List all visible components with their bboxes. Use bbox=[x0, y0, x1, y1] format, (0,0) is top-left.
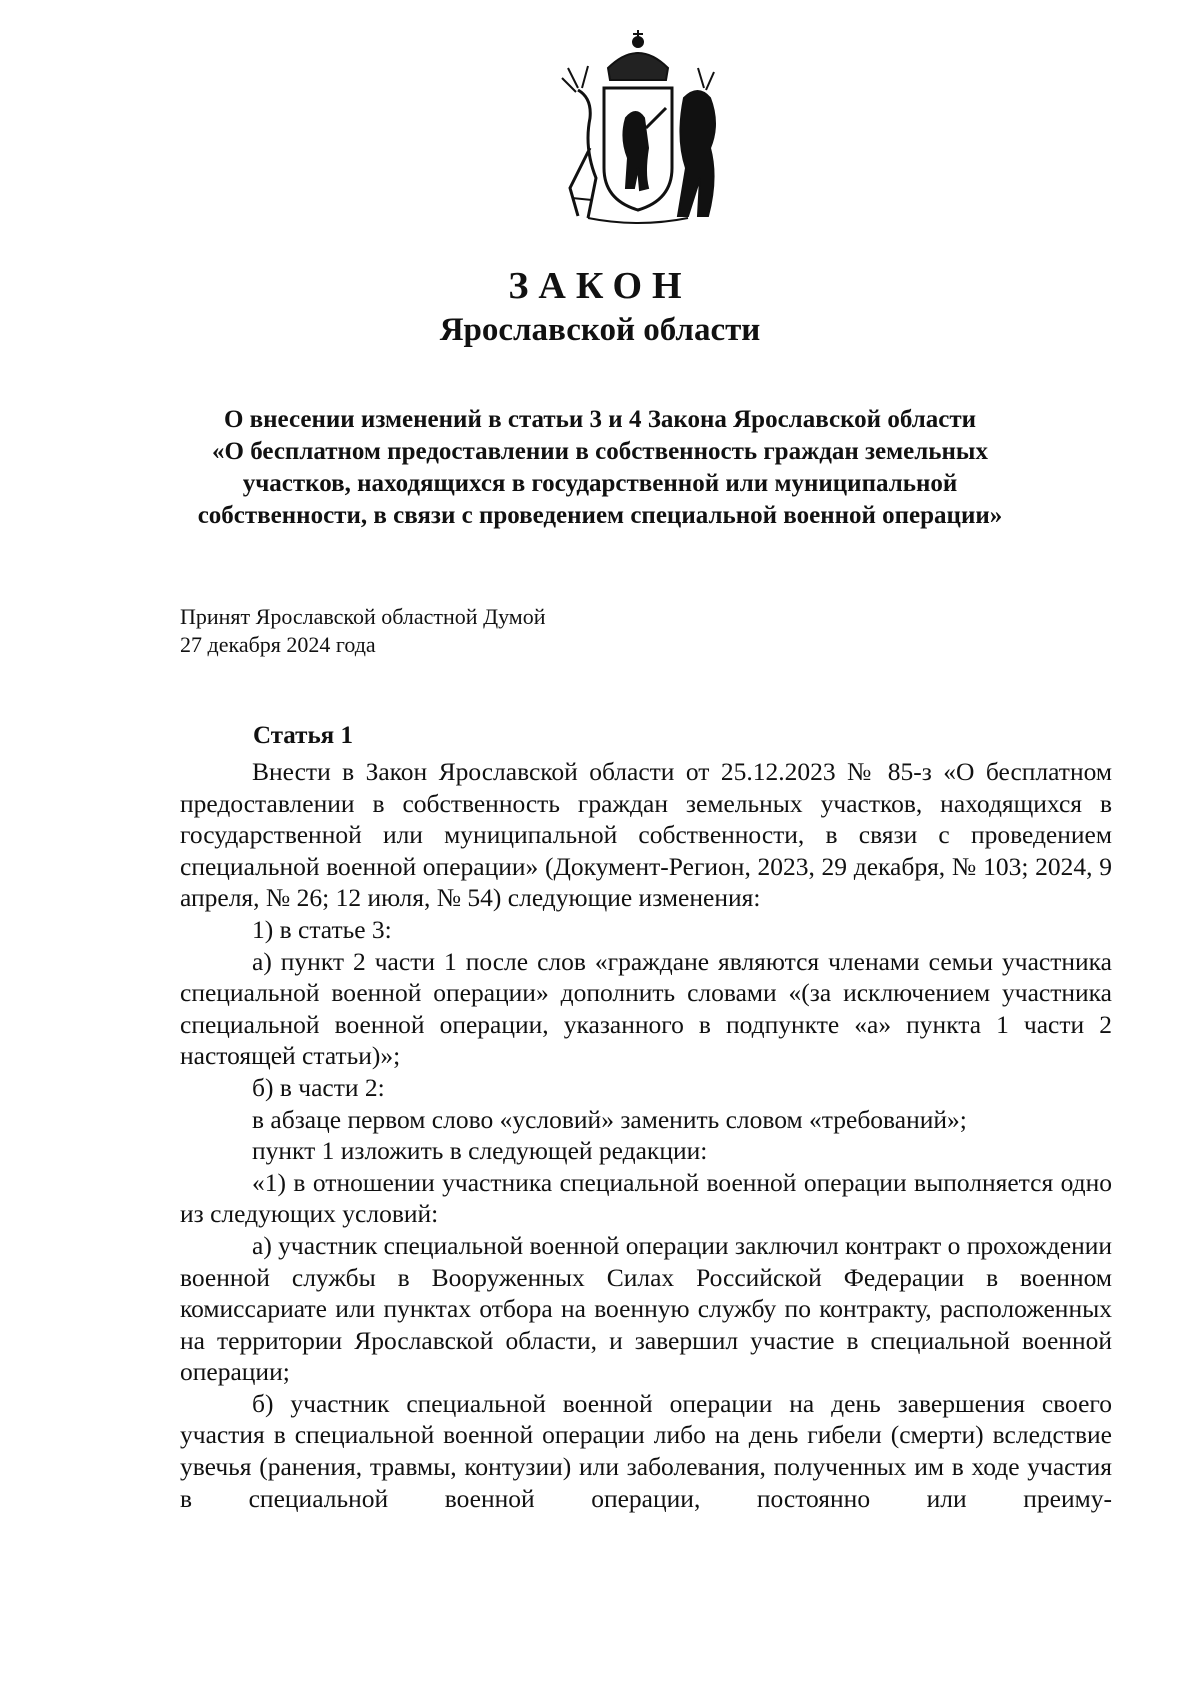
document-type-title: ЗАКОН bbox=[508, 265, 692, 307]
coat-of-arms-icon bbox=[548, 28, 728, 228]
subject-line: «О бесплатном предоставлении в собственность граждан земельных bbox=[212, 438, 988, 465]
article-paragraph: б) в части 2: bbox=[252, 1072, 385, 1102]
article-title: Статья 1 bbox=[253, 722, 353, 749]
subject-line: собственности, в связи с проведением специальной военной операции» bbox=[197, 502, 1003, 529]
article-paragraph: б) участник специальной военной операции на день завершения своего участия в специальной военной операции либо на день гибели (смерти) вследствие увечья (ранения, травмы, контузии) или заболевания, полученных им в ходе участия в специальной военной операции, постоянно или преиму- bbox=[180, 1388, 1112, 1513]
article-paragraph: в абзаце первом слово «условий» заменить словом «требований»; bbox=[252, 1104, 967, 1134]
subject-line: участков, находящихся в государственной или муниципальной bbox=[242, 470, 958, 497]
adoption-body: Принят Ярославской областной Думой bbox=[180, 604, 546, 629]
article-paragraph: 1) в статье 3: bbox=[252, 914, 392, 944]
article-paragraph: «1) в отношении участника специальной военной операции выполняется одно из следующих условий: bbox=[180, 1167, 1112, 1229]
article-paragraph: а) пункт 2 части 1 после слов «граждане являются членами семьи участника специальной военной операции» дополнить словами «(за исключением участника специальной военной операции, указанного в подпункте «а» пункта 1 части 2 настоящей статьи)»; bbox=[180, 946, 1112, 1071]
article-paragraph: Внести в Закон Ярославской области от 25.12.2023 № 85-з «О бесплатном предоставлении в собственность граждан земельных участков, находящихся в государственной или муниципальной собственности, в связи с проведением специальной военной операции» (Документ-Регион, 2023, 29 декабря, № 103; 2024, 9 апреля, № 26; 12 июля, № 54) следующие изменения: bbox=[180, 757, 1112, 913]
subject-line: О внесении изменений в статьи 3 и 4 Закона Ярославской области bbox=[223, 406, 977, 433]
article-paragraph: а) участник специальной военной операции заключил контракт о прохождении военной службы в Вооруженных Силах Российской Федерации в военном комиссариате или пунктах отбора на военную службу по контракту, расположенных на территории Ярославской области, и завершил участие в специальной военной операции; bbox=[180, 1230, 1113, 1387]
adoption-date: 27 декабря 2024 года bbox=[180, 632, 376, 657]
law-subject bbox=[180, 404, 1020, 532]
article-body bbox=[180, 756, 1112, 1514]
region-title: Ярославской области bbox=[439, 312, 761, 348]
adoption-info bbox=[180, 603, 546, 659]
article-paragraph: пункт 1 изложить в следующей редакции: bbox=[252, 1136, 708, 1166]
